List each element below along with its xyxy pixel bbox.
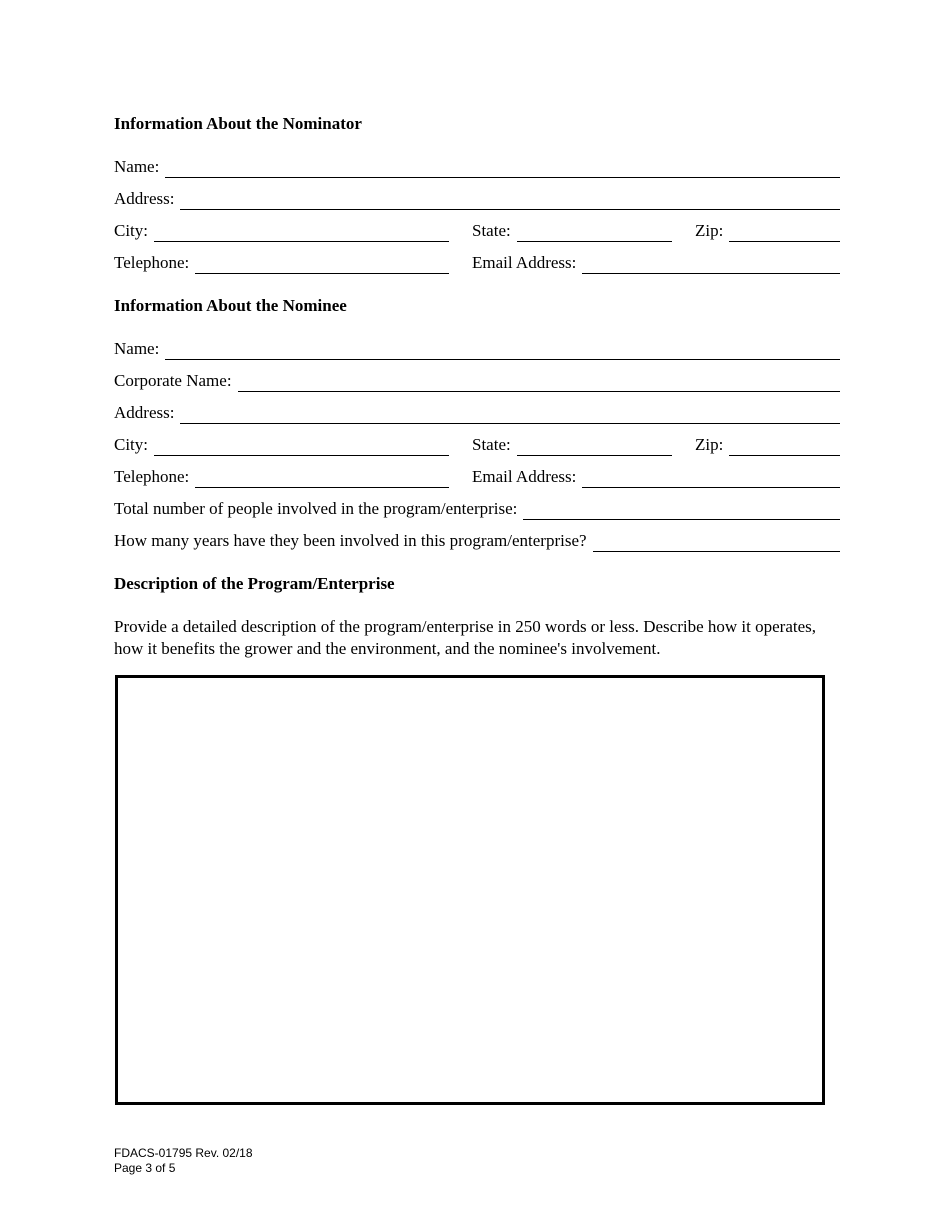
nominee-telephone-row <box>114 466 449 488</box>
nominator-name-label: Name: <box>114 157 160 176</box>
nominee-city-field[interactable] <box>154 437 449 456</box>
nominee-address-row <box>114 402 840 424</box>
nominee-zip-row <box>695 434 840 456</box>
nominator-email-field[interactable] <box>582 255 840 274</box>
nominee-address-field[interactable] <box>180 405 840 424</box>
description-heading: Description of the Program/Enterprise <box>114 574 395 593</box>
nominator-state-label: State: <box>472 221 511 240</box>
nominee-people-label: Total number of people involved in the program/enterprise: <box>114 499 518 518</box>
nominator-name-field[interactable] <box>165 159 840 178</box>
nominator-telephone-row <box>114 252 449 274</box>
nominee-corporate-name-label: Corporate Name: <box>114 371 232 390</box>
nominee-corporate-name-field[interactable] <box>238 373 840 392</box>
nominee-address-label: Address: <box>114 403 175 422</box>
nominee-name-field[interactable] <box>165 341 840 360</box>
nominator-address-label: Address: <box>114 189 175 208</box>
nominee-name-row <box>114 338 840 360</box>
nominator-telephone-label: Telephone: <box>114 253 190 272</box>
nominee-years-row <box>114 530 840 552</box>
nominator-name-row <box>114 156 840 178</box>
nominator-state-row <box>472 220 672 242</box>
nominee-zip-label: Zip: <box>695 435 724 454</box>
nominee-people-field[interactable] <box>523 501 840 520</box>
nominee-people-row <box>114 498 840 520</box>
description-instructions: Provide a detailed description of the program/enterprise in 250 words or less. Describe how it operates, how it benefits the grower and the environment, and the nominee's involvement. <box>114 617 816 658</box>
nominee-email-field[interactable] <box>582 469 840 488</box>
nominee-state-field[interactable] <box>517 437 672 456</box>
nominator-email-row <box>472 252 840 274</box>
nominee-telephone-label: Telephone: <box>114 467 190 486</box>
nominee-city-label: City: <box>114 435 149 454</box>
page-number: Page 3 of 5 <box>114 1161 176 1175</box>
nominator-zip-row <box>695 220 840 242</box>
form-id: FDACS-01795 Rev. 02/18 <box>114 1146 253 1160</box>
nominee-heading: Information About the Nominee <box>114 296 347 315</box>
nominee-email-label: Email Address: <box>472 467 577 486</box>
nominee-name-label: Name: <box>114 339 160 358</box>
nominator-email-label: Email Address: <box>472 253 577 272</box>
description-text-box[interactable] <box>115 675 825 1105</box>
nominee-corporate-name-row <box>114 370 840 392</box>
nominator-address-field[interactable] <box>180 191 840 210</box>
nominator-address-row <box>114 188 840 210</box>
nominee-email-row <box>472 466 840 488</box>
nominator-city-label: City: <box>114 221 149 240</box>
nominator-heading: Information About the Nominator <box>114 114 362 133</box>
nominator-telephone-field[interactable] <box>195 255 449 274</box>
nominee-years-field[interactable] <box>593 533 840 552</box>
nominee-years-label: How many years have they been involved in this program/enterprise? <box>114 531 587 550</box>
nominee-telephone-field[interactable] <box>195 469 449 488</box>
nominee-zip-field[interactable] <box>729 437 840 456</box>
nominator-zip-label: Zip: <box>695 221 724 240</box>
nominee-city-row <box>114 434 449 456</box>
nominee-state-row <box>472 434 672 456</box>
nominator-zip-field[interactable] <box>729 223 840 242</box>
nominee-state-label: State: <box>472 435 511 454</box>
nominator-city-field[interactable] <box>154 223 449 242</box>
nominator-city-row <box>114 220 449 242</box>
nominator-state-field[interactable] <box>517 223 672 242</box>
